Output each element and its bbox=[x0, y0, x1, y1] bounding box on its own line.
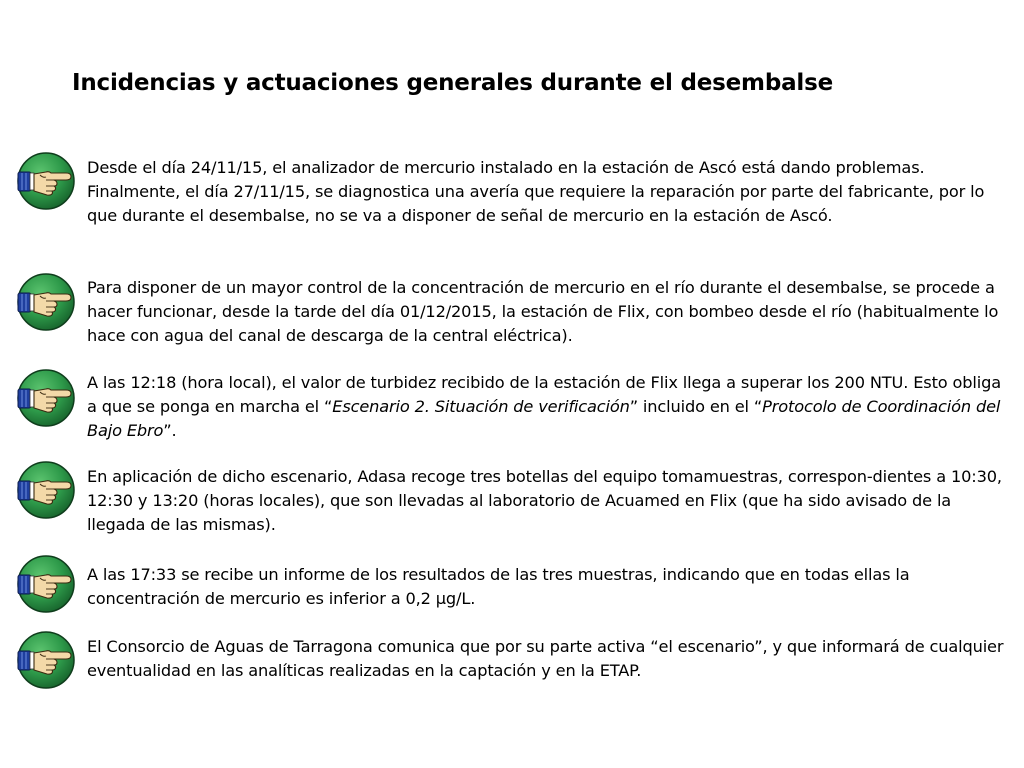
bullet-text-segment: A las 17:33 se recibe un informe de los resultados de las tres muestras, indicando que en todas ellas la concentración de mercurio es inferior a 0,2 µg/L. bbox=[87, 565, 910, 608]
pointing-hand-icon bbox=[16, 368, 76, 428]
bullet-text bbox=[87, 371, 1007, 443]
slide-title: Incidencias y actuaciones generales durante el desembalse bbox=[72, 70, 833, 96]
bullet-text bbox=[87, 156, 1007, 228]
bullet-text-segment: ”. bbox=[163, 421, 177, 440]
bullet-text-segment: A las 12:18 (hora local), el valor de turbidez recibido de la estación de Flix llega a superar los 200 NTU. Esto obliga a que se ponga en marcha el “ bbox=[87, 373, 1001, 416]
pointing-hand-icon bbox=[16, 151, 76, 211]
scenario-name: Escenario 2. Situación de verificación bbox=[332, 397, 630, 416]
pointing-hand-icon bbox=[16, 460, 76, 520]
pointing-hand-icon bbox=[16, 630, 76, 690]
bullet-text-segment: Para disponer de un mayor control de la concentración de mercurio en el río durante el desembalse, se procede a hacer funcionar, desde la tarde del día 01/12/2015, la estación de Flix, con bombeo desde el río (habitualmente lo hace con agua del canal de descarga de la central eléctrica). bbox=[87, 278, 999, 345]
bullet-text-segment: El Consorcio de Aguas de Tarragona comunica que por su parte activa “el escenario”, y que informará de cualquier eventualidad en las analíticas realizadas en la captación y en la ETAP. bbox=[87, 637, 1004, 680]
bullet-text-segment: ” incluido en el “ bbox=[629, 397, 763, 416]
pointing-hand-icon bbox=[16, 554, 76, 614]
bullet-text-segment: Desde el día 24/11/15, el analizador de mercurio instalado en la estación de Ascó está dando problemas. Finalmente, el día 27/11/15, se diagnostica una avería que requiere la reparación por parte del fabricante, por lo que durante el desembalse, no se va a disponer de señal de mercurio en la estación de Ascó. bbox=[87, 158, 985, 225]
bullet-text bbox=[87, 465, 1007, 537]
bullet-text bbox=[87, 635, 1007, 683]
bullet-text bbox=[87, 563, 1007, 611]
protocol-name: Protocolo de Coordinación del Bajo Ebro bbox=[87, 397, 1001, 440]
bullet-text bbox=[87, 276, 1007, 348]
bullet-text-segment: En aplicación de dicho escenario, Adasa recoge tres botellas del equipo tomamuestras, correspon-dientes a 10:30, 12:30 y 13:20 (horas locales), que son llevadas al laboratorio de Acuamed en Flix (que ha sido avisado de la llegada de las mismas). bbox=[87, 467, 1002, 534]
pointing-hand-icon bbox=[16, 272, 76, 332]
